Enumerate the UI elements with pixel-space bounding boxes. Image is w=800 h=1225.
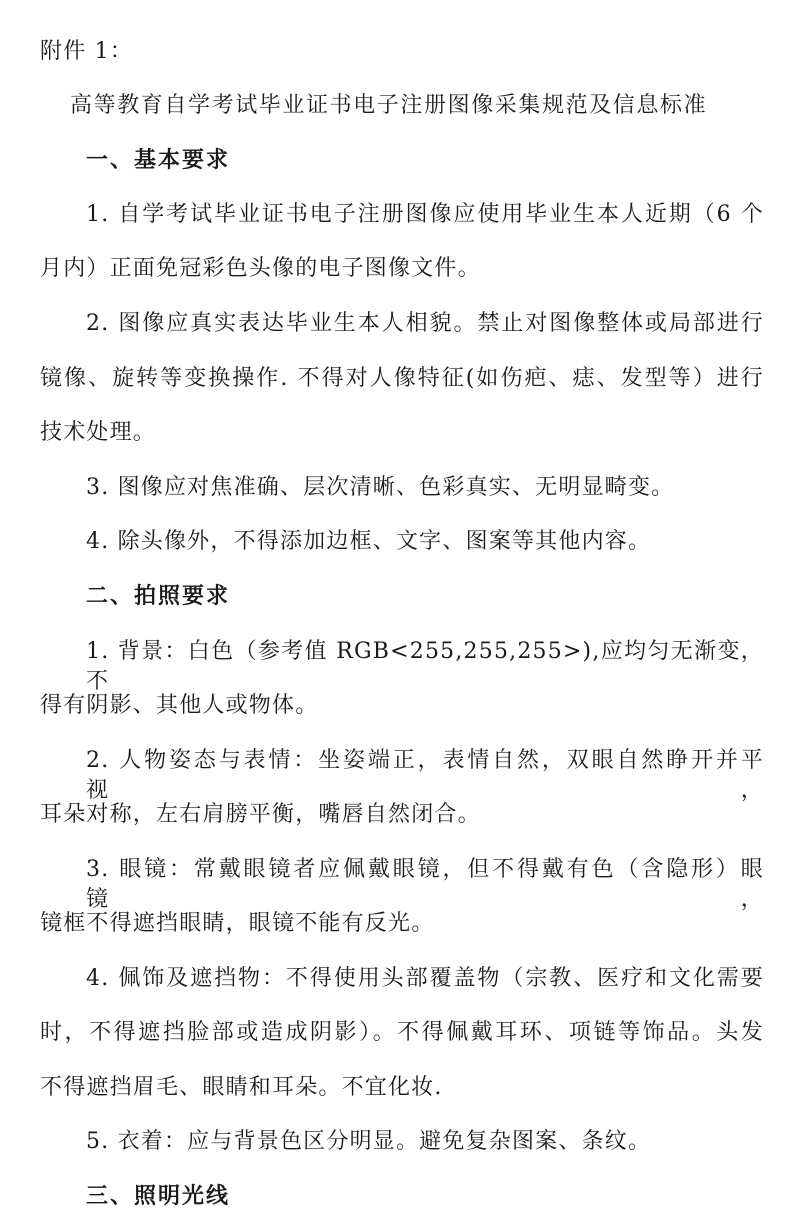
paragraph-line: 5. 衣着：应与背景色区分明显。避免复杂图案、条纹。	[86, 1129, 652, 1154]
paragraph-line: 4. 除头像外，不得添加边框、文字、图案等其他内容。	[86, 529, 652, 554]
paragraph-line: 月内）正面免冠彩色头像的电子图像文件。	[40, 256, 481, 281]
paragraph-line: 时，不得遮挡脸部或造成阴影）。不得佩戴耳环、项链等饰品。头发	[40, 1020, 764, 1045]
section-heading-basic-requirements: 一、基本要求	[86, 148, 231, 173]
paragraph-line: 2. 人物姿态与表情：坐姿端正，表情自然，双眼自然睁开并平视，	[86, 748, 764, 803]
paragraph-line: 1. 自学考试毕业证书电子注册图像应使用毕业生本人近期（6 个	[86, 202, 764, 227]
paragraph-line: 1. 背景：白色（参考值 RGB<255,255,255>),应均匀无渐变，不	[86, 639, 764, 694]
document-title: 高等教育自学考试毕业证书电子注册图像采集规范及信息标准	[70, 93, 708, 118]
paragraph-line: 3. 眼镜：常戴眼镜者应佩戴眼镜，但不得戴有色（含隐形）眼镜，	[86, 857, 764, 912]
paragraph-line: 4. 佩饰及遮挡物：不得使用头部覆盖物（宗教、医疗和文化需要	[86, 966, 764, 991]
section-heading-photo-requirements: 二、拍照要求	[86, 584, 231, 609]
paragraph-line: 得有阴影、其他人或物体。	[40, 693, 319, 718]
section-heading-lighting: 三、照明光线	[86, 1184, 231, 1209]
paragraph-line: 耳朵对称，左右肩膀平衡，嘴唇自然闭合。	[40, 802, 481, 827]
paragraph-line: 技术处理。	[40, 420, 157, 445]
paragraph-line: 镜像、旋转等变换操作. 不得对人像特征(如伤疤、痣、发型等）进行	[40, 366, 764, 391]
paragraph-line: 2. 图像应真实表达毕业生本人相貌。禁止对图像整体或局部进行	[86, 311, 764, 336]
paragraph-line: 3. 图像应对焦准确、层次清晰、色彩真实、无明显畸变。	[86, 475, 675, 500]
paragraph-line: 镜框不得遮挡眼睛，眼镜不能有反光。	[40, 911, 435, 936]
attachment-label: 附件 1：	[40, 39, 133, 64]
paragraph-line: 不得遮挡眉毛、眼睛和耳朵。不宜化妆.	[40, 1075, 443, 1100]
